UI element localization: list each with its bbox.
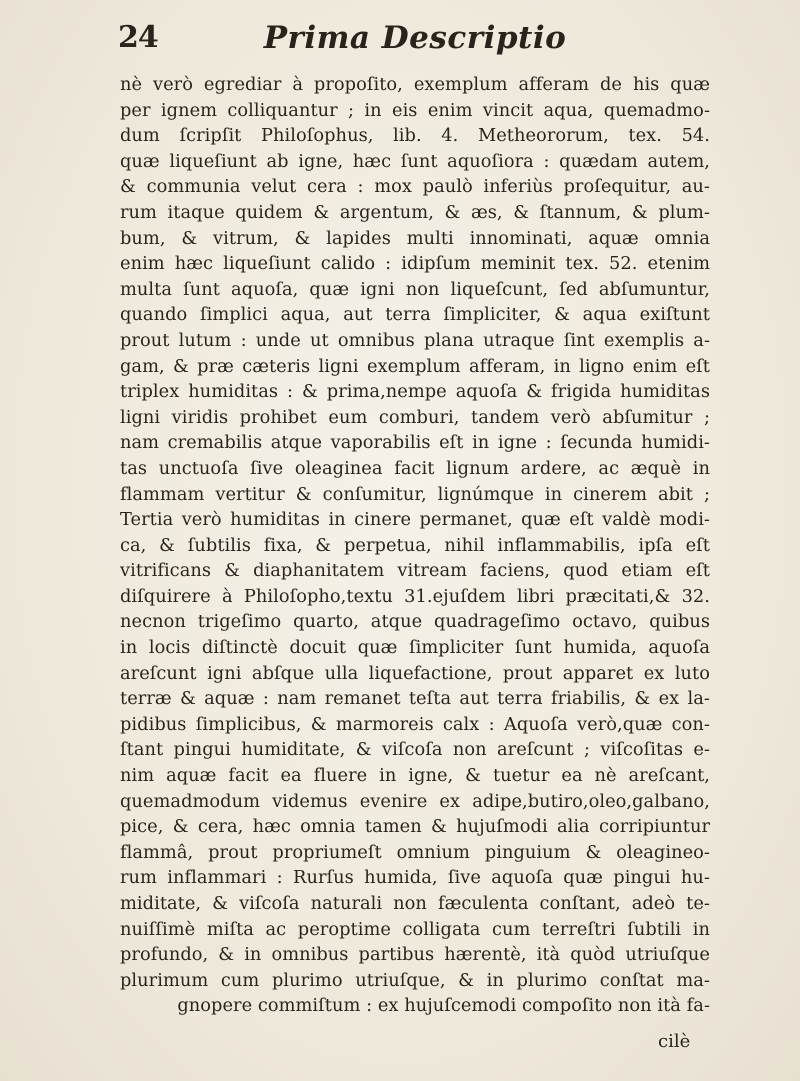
text-line: plurimum cum plurimo utriuſque, & in plurimo conſtat ma- — [120, 969, 710, 991]
text-line: rum inflammari : Rurſus humida, ſive aquoſa quæ pingui hu- — [120, 867, 710, 889]
text-line: nè verò egrediar à propoſito, exemplum afferam de his quæ — [120, 74, 710, 95]
text-line: multa ſunt aquoſa, quæ igni non liqueſcunt, ſed abſumuntur, — [120, 278, 710, 300]
text-line: vitrificans & diaphanitatem vitream faciens, quod etiam eſt — [120, 560, 710, 582]
text-line: terræ & aquæ : nam remanet teſta aut terra friabilis, & ex la- — [120, 688, 710, 710]
text-line: profundo, & in omnibus partibus hærentè, ità quòd utriuſque — [120, 944, 710, 966]
text-line: Tertia verò humiditas in cinere permanet, quæ eſt valdè modi- — [120, 509, 710, 531]
text-line: ſtant pingui humiditate, & viſcoſa non areſcunt ; viſcoſitas e- — [120, 739, 710, 761]
text-line: areſcunt igni abſque ulla liquefactione, prout apparet ex luto — [120, 662, 710, 684]
text-line: flammam vertitur & conſumitur, lignúmque in cinerem abit ; — [120, 483, 710, 505]
catchword: cilè — [658, 1031, 691, 1052]
text-line: & communia velut cera : mox paulò inferiùs proſequitur, au- — [120, 176, 710, 198]
text-line: bum, & vitrum, & lapides multi innominati, aquæ omnia — [120, 227, 710, 249]
text-line: tas unctuoſa ſive oleaginea facit lignum ardere, ac æquè in — [120, 457, 710, 479]
body-text — [120, 72, 710, 1019]
text-line: prout lutum : unde ut omnibus plana utraque ſint exemplis a- — [120, 329, 710, 351]
text-line: pidibus ſimplicibus, & marmoreis calx : Aquoſa verò,quæ con- — [120, 713, 710, 735]
page-header — [110, 18, 710, 68]
text-line: gnopere commiſtum : ex hujuſcemodi compoſito non ità fa- — [177, 995, 710, 1017]
text-line: rum itaque quidem & argentum, & æs, & ſtannum, & plum- — [120, 201, 710, 223]
page-number: 24 — [118, 20, 158, 55]
running-title: Prima Descriptio — [263, 20, 567, 56]
text-line: ligni viridis prohibet eum comburi, tandem verò abſumitur ; — [120, 406, 710, 428]
text-line: nim aquæ facit ea fluere in igne, & tuetur ea nè areſcant, — [120, 765, 710, 787]
text-line: nuiſſimè miſta ac peroptime colligata cum terreſtri ſubtili in — [120, 918, 710, 940]
text-line: ca, & ſubtilis fixa, & perpetua, nihil inflammabilis, ipſa eſt — [120, 534, 710, 556]
text-line: miditate, & viſcoſa naturali non fæculenta conſtant, adeò te- — [120, 893, 710, 914]
text-line: per ignem colliquantur ; in eis enim vincit aqua, quemadmo- — [120, 99, 710, 121]
text-line: flammâ, prout propriumeſt omnium pinguium & oleagineo- — [120, 841, 710, 863]
text-line: necnon trigeſimo quarto, atque quadrageſimo octavo, quibus — [120, 611, 710, 633]
text-line: quæ liqueſiunt ab igne, hæc ſunt aquoſiora : quædam autem, — [120, 150, 710, 172]
text-line: dum ſcripſit Philoſophus, lib. 4. Metheororum, tex. 54. — [120, 125, 710, 147]
text-line: enim hæc liqueſiunt calido : idipſum meminit tex. 52. etenim — [120, 253, 710, 275]
text-line: nam cremabilis atque vaporabilis eſt in igne : ſecunda humidi- — [120, 432, 710, 454]
text-line: in locis diſtinctè docuit quæ ſimpliciter ſunt humida, aquoſa — [120, 637, 710, 659]
text-line: diſquirere à Philoſopho,textu 31.ejuſdem libri præcitati,& 32. — [120, 585, 710, 607]
text-line: triplex humiditas : & prima,nempe aquoſa & frigida humiditas — [120, 381, 710, 403]
text-line: quando ſimplici aqua, aut terra ſimpliciter, & aqua exiſtunt — [120, 304, 710, 326]
text-line: pice, & cera, hæc omnia tamen & hujuſmodi alia corripiuntur — [120, 816, 710, 838]
text-line: quemadmodum videmus evenire ex adipe,butiro,oleo,galbano, — [120, 790, 710, 812]
text-line: gam, & præ cæteris ligni exemplum afferam, in ligno enim eſt — [120, 355, 710, 377]
